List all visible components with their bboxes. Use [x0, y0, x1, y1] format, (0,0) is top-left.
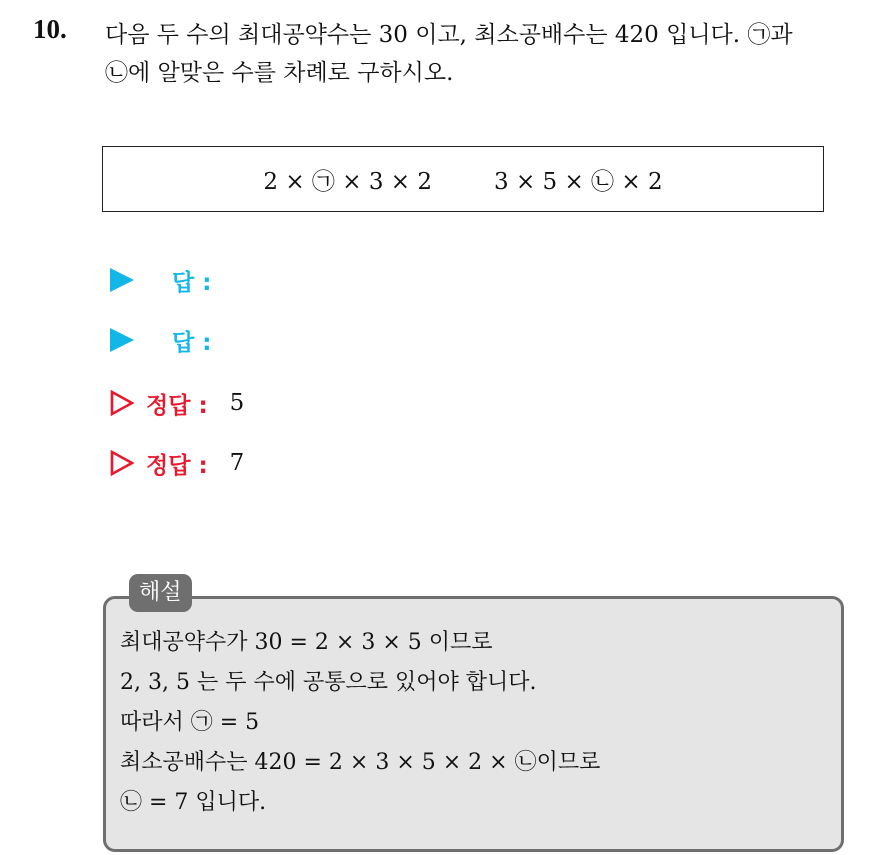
- answer-row-2[interactable]: [110, 323, 211, 357]
- explanation-line-2: 2, 3, 5 는 두 수에 공통으로 있어야 합니다.: [120, 670, 537, 695]
- expression-box: [102, 146, 824, 212]
- correct-answer-value: 7: [229, 450, 245, 476]
- explanation-line-1: 최대공약수가 30 = 2 × 3 × 5 이므로: [120, 630, 493, 655]
- explanation-line-3: 따라서 ㉠ = 5: [120, 710, 260, 735]
- solid-right-triangle-icon: [110, 328, 134, 352]
- correct-answer-row-1: [110, 386, 244, 420]
- explanation-box: [103, 596, 844, 852]
- correct-answer-label: 정답 :: [146, 452, 208, 479]
- expression-second: 3 × 5 × ㉡ × 2: [494, 168, 663, 195]
- question-line-2: ㉡에 알맞은 수를 차례로 구하시오.: [105, 60, 454, 86]
- question-number: 10.: [33, 14, 67, 44]
- explanation-text: [120, 623, 600, 823]
- answer-label: 답 :: [172, 269, 212, 296]
- solid-right-triangle-icon: [110, 268, 134, 292]
- answer-row-1[interactable]: [110, 263, 211, 297]
- explanation-line-4: 최소공배수는 420 = 2 × 3 × 5 × 2 × ㉡이므로: [120, 750, 601, 775]
- correct-answer-label: 정답 :: [146, 392, 208, 419]
- correct-answer-row-2: [110, 446, 244, 480]
- question-text: [105, 16, 793, 92]
- explanation-tag: 해설: [129, 574, 192, 612]
- outline-right-triangle-icon: [110, 390, 134, 416]
- outline-right-triangle-icon: [110, 450, 134, 476]
- correct-answer-value: 5: [229, 390, 245, 416]
- answer-label: 답 :: [172, 329, 212, 356]
- expression-first: 2 × ㉠ × 3 × 2: [263, 168, 432, 195]
- explanation-line-5: ㉡ = 7 입니다.: [120, 790, 267, 815]
- question-line-1: 다음 두 수의 최대공약수는 30 이고, 최소공배수는 420 입니다. ㉠과: [105, 22, 793, 48]
